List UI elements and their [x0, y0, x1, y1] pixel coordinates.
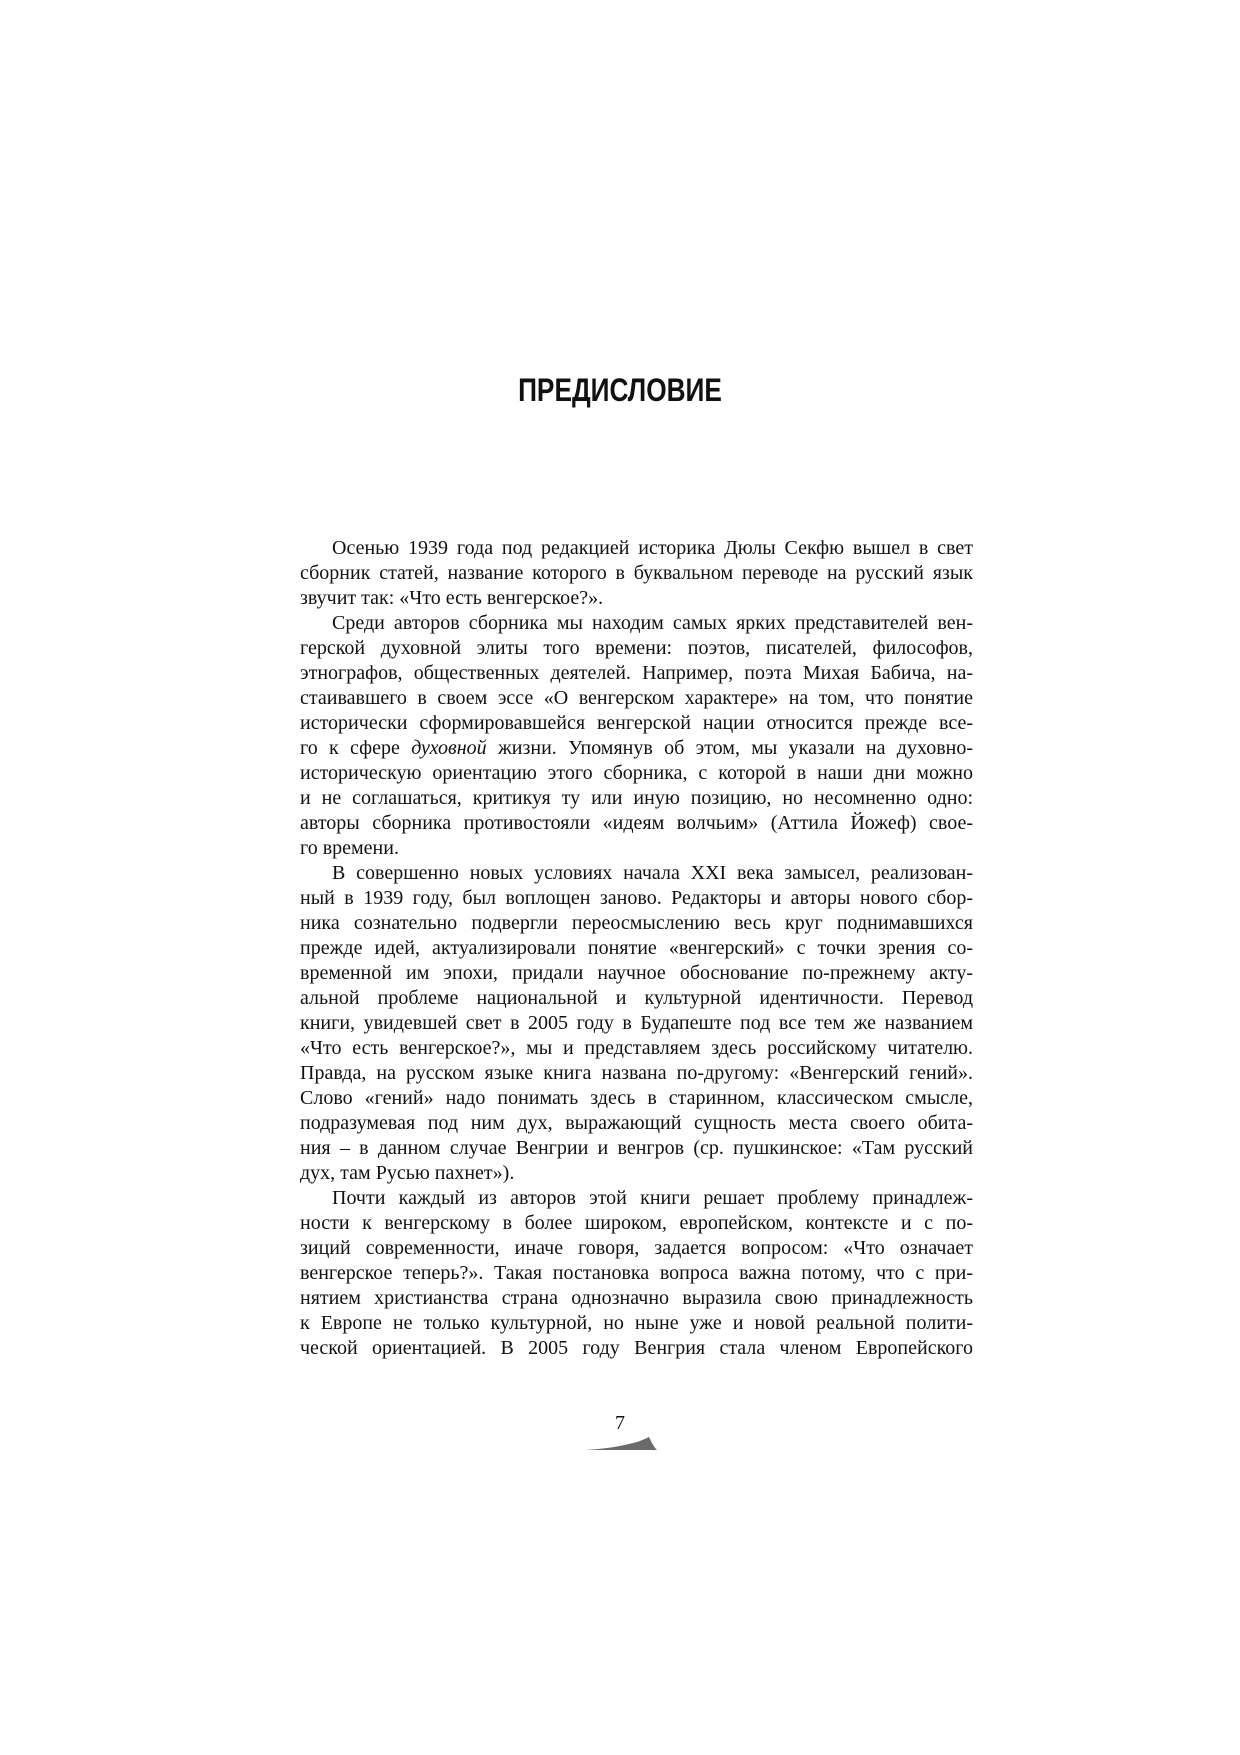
text-line: авторы сборника противостояли «идеям волчьим» (Аттила Йожеф) свое-: [300, 812, 973, 834]
body-text: [268, 536, 973, 1361]
text-line: дух, там Русью пахнет»).: [300, 1162, 515, 1184]
text-line: герской духовной элиты того времени: поэтов, писателей, философов,: [300, 637, 973, 659]
paragraph: [268, 536, 973, 611]
text-line: книги, увидевшей свет в 2005 году в Будапеште под все тем же названием: [300, 1012, 973, 1034]
text-line: ния – в данном случае Венгрии и венгров (ср. пушкинское: «Там русский: [300, 1137, 973, 1159]
emphasized-word: духовной: [411, 737, 487, 759]
page-ornament-icon: [585, 1437, 657, 1451]
text-line: прежде идей, актуализировали понятие «венгерский» с точки зрения со-: [300, 937, 973, 959]
text-line: ческой ориентацией. В 2005 году Венгрия стала членом Европейского: [300, 1337, 973, 1359]
text-line: временной им эпохи, придали научное обоснование по-прежнему акту-: [300, 962, 973, 984]
text-line: «Что есть венгерское?», мы и представляем здесь российскому читателю.: [300, 1037, 973, 1059]
text-line: Почти каждый из авторов этой книги решает проблему принадлеж-: [332, 1187, 973, 1209]
text-line: Среди авторов сборника мы находим самых ярких представителей вен-: [332, 612, 973, 634]
text-line: ника сознательно подвергли переосмыслению весь круг поднимавшихся: [300, 912, 973, 934]
text-line: Осенью 1939 года под редакцией историка Дюлы Секфю вышел в свет: [332, 537, 973, 559]
text-line: В совершенно новых условиях начала XXI века замысел, реализован-: [332, 862, 973, 884]
text-line: подразумевая под ним дух, выражающий сущность места своего обита-: [300, 1112, 973, 1134]
text-line: альной проблеме национальной и культурной идентичности. Перевод: [300, 987, 973, 1009]
text-line: этнографов, общественных деятелей. Например, поэта Михая Бабича, на-: [300, 662, 973, 684]
text-line: нятием христианства страна однозначно выразила свою принадлежность: [300, 1287, 973, 1309]
text-line: и не соглашаться, критикуя ту или иную позицию, но несомненно одно:: [300, 787, 973, 809]
text-line: го времени.: [300, 837, 399, 859]
text-line: венгерское теперь?». Такая постановка вопроса важна потому, что с при-: [300, 1262, 973, 1284]
text-line: ности к венгерскому в более широком, европейском, контексте и с по-: [300, 1212, 973, 1234]
text-line: сборник статей, название которого в буквальном переводе на русский язык: [300, 562, 973, 584]
paragraph: [268, 1186, 973, 1361]
text-line: историческую ориентацию этого сборника, с которой в наши дни можно: [300, 762, 973, 784]
page-number: 7: [615, 1412, 625, 1434]
paragraph: [268, 611, 973, 861]
text-line: исторически сформировавшейся венгерской нации относится прежде все-: [300, 712, 973, 734]
text-line: стаивавшего в своем эссе «О венгерском характере» на том, что понятие: [300, 687, 973, 709]
text-line: Слово «гений» надо понимать здесь в старинном, классическом смысле,: [300, 1087, 973, 1109]
paragraph: [268, 861, 973, 1186]
text-line: зиций современности, иначе говоря, задается вопросом: «Что означает: [300, 1237, 973, 1259]
text-line: ный в 1939 году, был воплощен заново. Редакторы и авторы нового сбор-: [300, 887, 973, 909]
text-line: звучит так: «Что есть венгерское?».: [300, 587, 604, 609]
page-title: ПРЕДИСЛОВИЕ: [518, 372, 722, 408]
text-line: Правда, на русском языке книга названа по-другому: «Венгерский гений».: [300, 1062, 973, 1084]
text-line: го к сфере духовной жизни. Упомянув об этом, мы указали на духовно-: [300, 737, 973, 759]
text-line: к Европе не только культурной, но ныне уже и новой реальной полити-: [300, 1312, 973, 1334]
